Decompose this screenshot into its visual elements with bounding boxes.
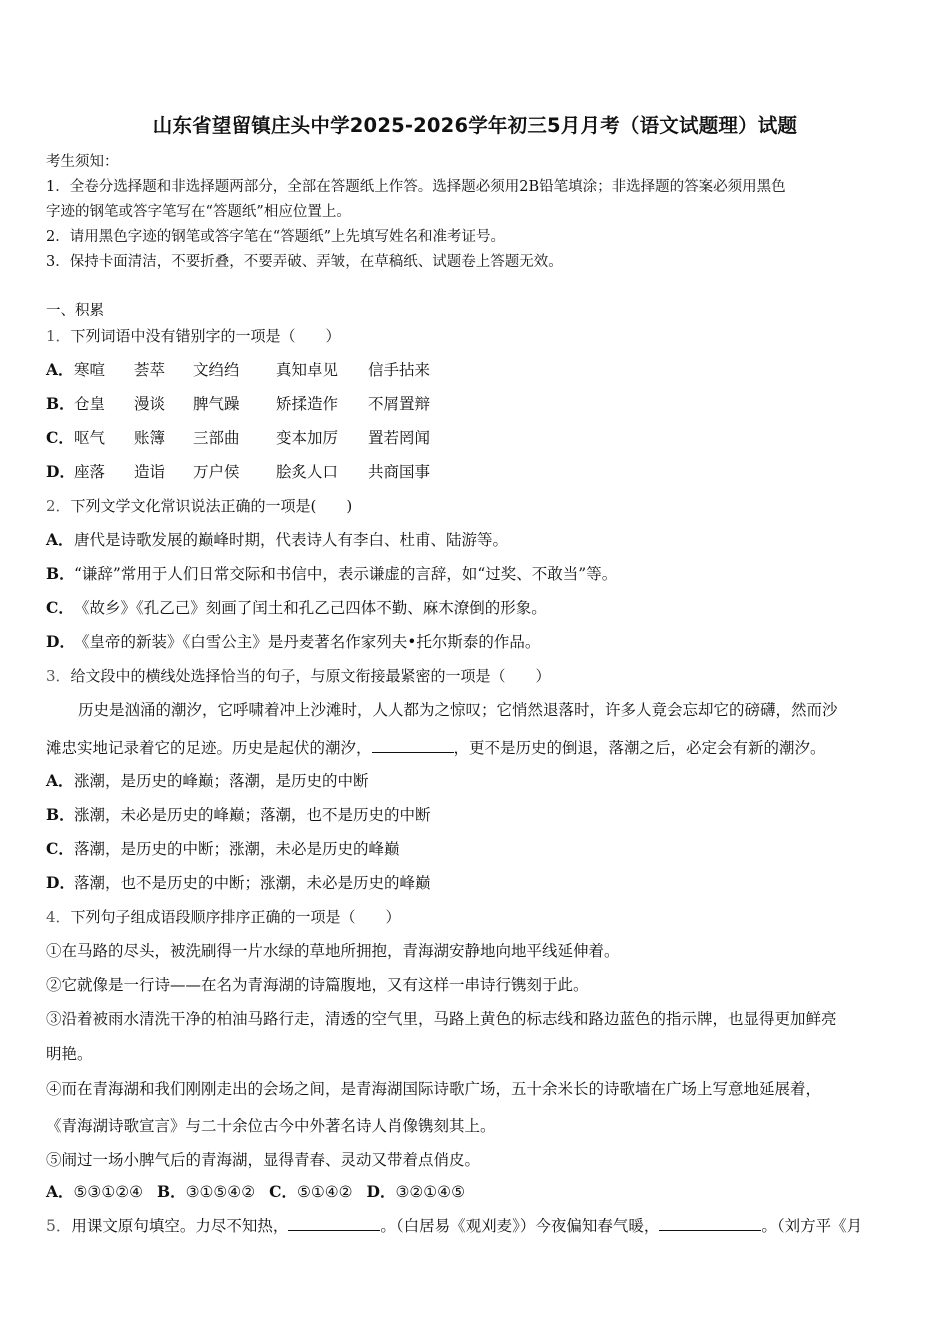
sentence-2: ②它就像是一行诗——在名为青海湖的诗篇腹地，又有这样一串诗行镌刻于此。: [46, 976, 589, 994]
option-word: 账簿: [134, 429, 166, 447]
answer-blank[interactable]: [372, 738, 454, 753]
question-text: 给文段中的横线处选择恰当的句子，与原文衔接最紧密的一项是（ ）: [70, 667, 551, 685]
answer-blank[interactable]: [288, 1216, 380, 1231]
q4-options-row: [46, 1182, 465, 1202]
option-word: 万户侯: [193, 463, 240, 481]
q2-option-d[interactable]: [46, 632, 540, 652]
option-label: B．: [157, 1182, 186, 1201]
option-text: 落潮，也不是历史的中断；涨潮，未必是历史的峰巅: [74, 874, 431, 892]
q1-option-a[interactable]: [46, 360, 430, 380]
notice-line-2: 2．请用黑色字迹的钢笔或答字笔在“答题纸”上先填写姓名和准考证号。: [46, 229, 506, 245]
sentence-3a: ③沿着被雨水清洗干净的柏油马路行走，清透的空气里，马路上黄色的标志线和路边蓝色的指示牌，也显得更加鲜亮: [46, 1010, 837, 1028]
option-word: 变本加厉: [276, 429, 339, 447]
question-2-stem: [46, 496, 352, 516]
option-label: D．: [46, 873, 75, 892]
option-label: C．: [269, 1182, 297, 1201]
option-text: 唐代是诗歌发展的巅峰时期，代表诗人有李白、杜甫、陆游等。: [74, 531, 509, 549]
option-label: D．: [366, 1182, 396, 1201]
q3-option-c[interactable]: [46, 839, 400, 859]
q1-option-c[interactable]: [46, 428, 430, 448]
notice-line-3: 3．保持卡面清洁，不要折叠，不要弄破、弄皱，在草稿纸、试题卷上答题无效。: [46, 254, 563, 270]
question-text: 下列文学文化常识说法正确的一项是( ): [70, 497, 353, 515]
option-word: 寒喧: [74, 361, 106, 379]
option-label: C．: [46, 598, 74, 617]
option-label: A．: [46, 530, 74, 549]
q4-option-a[interactable]: [46, 1183, 143, 1201]
option-text: 涨潮，是历史的峰巅；落潮，是历史的中断: [74, 772, 369, 790]
option-word: 不屑置辩: [368, 395, 431, 413]
question-number: 2．: [46, 497, 71, 515]
option-label: D．: [46, 632, 75, 651]
option-text: ③②①④⑤: [395, 1183, 465, 1201]
q3-option-b[interactable]: [46, 805, 431, 825]
option-word: 信手拈来: [368, 361, 431, 379]
option-word: 座落: [74, 463, 106, 481]
question-5-stem: [46, 1216, 862, 1236]
page-title: 山东省望留镇庄头中学2025-2026学年初三5月月考（语文试题理）试题: [152, 114, 798, 137]
sentence-3b: 明艳。: [46, 1045, 93, 1063]
option-word: 置若罔闻: [368, 429, 431, 447]
question-1-stem: [46, 326, 341, 346]
q2-option-c[interactable]: [46, 598, 547, 618]
option-text: ⑤③①②④: [73, 1183, 144, 1201]
option-label: A．: [46, 360, 74, 379]
option-label: D．: [46, 462, 75, 481]
option-label: C．: [46, 428, 74, 447]
option-label: A．: [46, 771, 74, 790]
notice-heading: 考生须知：: [46, 154, 119, 170]
question-number: 1．: [46, 327, 71, 345]
option-label: B．: [46, 394, 75, 413]
option-text: 涨潮，未必是历史的峰巅；落潮，也不是历史的中断: [74, 806, 431, 824]
question-text: 。（刘方平《月: [761, 1217, 863, 1235]
question-text: 用课文原句填空。力尽不知热，: [71, 1217, 289, 1235]
sentence-1: ①在马路的尽头，被洗刷得一片水绿的草地所拥抱，青海湖安静地向地平线延伸着。: [46, 942, 620, 960]
option-word: 脍炙人口: [276, 463, 339, 481]
question-text: 下列句子组成语段顺序排序正确的一项是（ ）: [70, 908, 401, 926]
option-word: 脾气躁: [193, 395, 240, 413]
option-text: ⑤①④②: [296, 1183, 353, 1201]
option-word: 文绉绉: [193, 361, 240, 379]
option-text: 《故乡》《孔乙己》刻画了闰土和孔乙己四体不勤、麻木潦倒的形象。: [74, 599, 547, 617]
question-text: 。（白居易《观刈麦》）今夜偏知春气暖，: [380, 1217, 660, 1235]
passage-line-1: 历史是汹涌的潮汐，它呼啸着冲上沙滩时，人人都为之惊叹；它悄然退落时，许多人竟会忘却它的磅礴，然而沙: [78, 701, 838, 719]
question-text: 下列词语中没有错别字的一项是（ ）: [70, 327, 341, 345]
option-label: B．: [46, 805, 75, 824]
option-word: 矫揉造作: [276, 395, 339, 413]
q1-option-b[interactable]: [46, 394, 430, 414]
sentence-4b: 《青海湖诗歌宣言》与二十余位古今中外著名诗人肖像镌刻其上。: [46, 1117, 496, 1135]
question-number: 3．: [46, 667, 71, 685]
option-text: “谦辞”常用于人们日常交际和书信中，表示谦虚的言辞，如“过奖、不敢当”等。: [74, 565, 618, 583]
option-word: 仓皇: [74, 395, 106, 413]
sentence-5: ⑤闹过一场小脾气后的青海湖，显得青春、灵动又带着点俏皮。: [46, 1151, 481, 1169]
option-word: 呕气: [74, 429, 106, 447]
q4-option-c[interactable]: [269, 1183, 352, 1201]
q1-option-d[interactable]: [46, 462, 430, 482]
passage-text: 滩忠实地记录着它的足迹。历史是起伏的潮汐，: [46, 739, 372, 757]
option-word: 共商国事: [368, 463, 431, 481]
question-3-stem: [46, 666, 551, 686]
option-text: 《皇帝的新装》《白雪公主》是丹麦著名作家列夫•托尔斯泰的作品。: [74, 633, 541, 651]
notice-line-1a: 1．全卷分选择题和非选择题两部分，全部在答题纸上作答。选择题必须用2B铅笔填涂；非选择题的答案必须用黑色: [46, 179, 786, 195]
question-4-stem: [46, 907, 401, 927]
option-label: C．: [46, 839, 74, 858]
q2-option-b[interactable]: [46, 564, 617, 584]
q4-option-d[interactable]: [367, 1183, 465, 1201]
option-word: 荟萃: [134, 361, 166, 379]
passage-line-2: [46, 738, 826, 758]
option-label: A．: [46, 1182, 74, 1201]
notice-line-1b: 字迹的钢笔或答字笔写在“答题纸”相应位置上。: [46, 204, 351, 220]
option-word: 漫谈: [134, 395, 166, 413]
q3-option-a[interactable]: [46, 771, 369, 791]
option-word: 三部曲: [193, 429, 240, 447]
question-number: 4．: [46, 908, 71, 926]
q4-option-b[interactable]: [157, 1183, 255, 1201]
question-number: 5．: [46, 1217, 72, 1235]
answer-blank[interactable]: [659, 1216, 761, 1231]
sentence-4a: ④而在青海湖和我们刚刚走出的会场之间，是青海湖国际诗歌广场，五十余米长的诗歌墙在广场上写意地延展着，: [46, 1080, 822, 1098]
option-word: 真知卓见: [276, 361, 339, 379]
option-word: 造诣: [134, 463, 166, 481]
option-text: 落潮，是历史的中断；涨潮，未必是历史的峰巅: [74, 840, 400, 858]
option-text: ③①⑤④②: [185, 1183, 256, 1201]
passage-text: ，更不是历史的倒退，落潮之后，必定会有新的潮汐。: [453, 739, 826, 757]
option-label: B．: [46, 564, 75, 583]
q3-option-d[interactable]: [46, 873, 431, 893]
section-heading: 一、积累: [46, 303, 104, 319]
q2-option-a[interactable]: [46, 530, 508, 550]
